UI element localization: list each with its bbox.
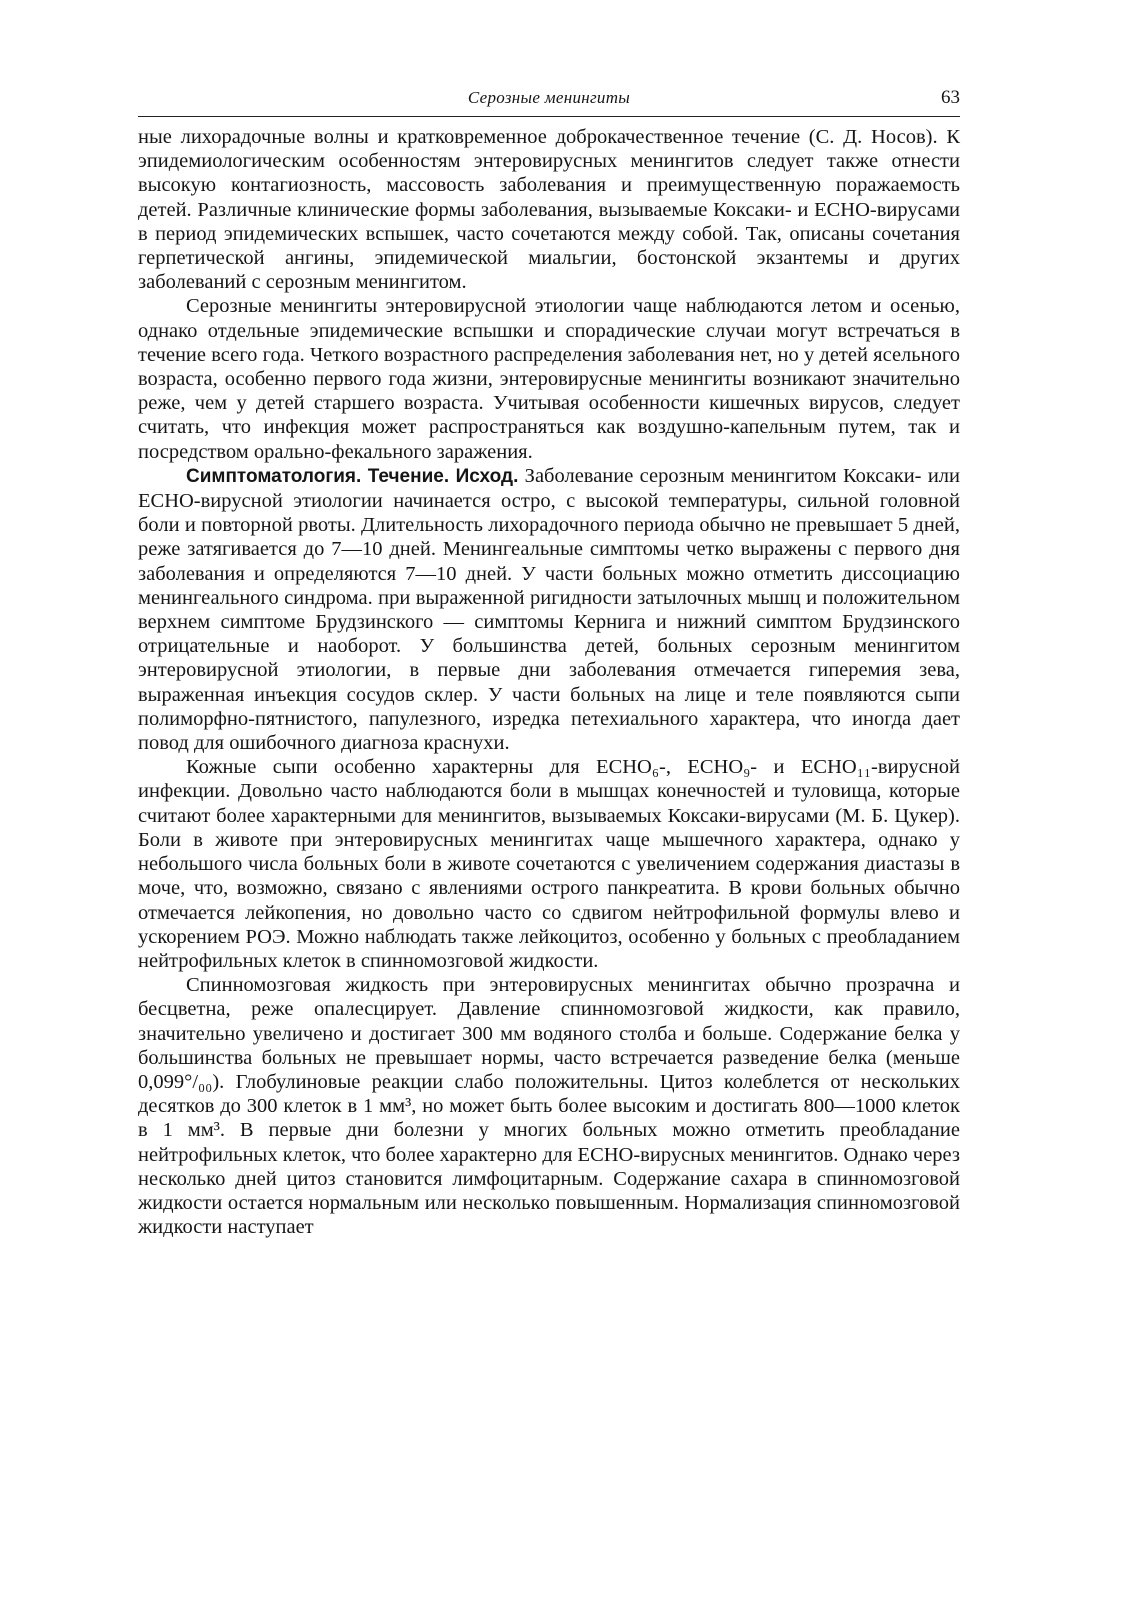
paragraph-text: ные лихорадочные вoлны и кратковременное доброкачественное течение (С. Д. Носов). К эпидемиологическим особенностям энтеровирусных менингитов следует также отнести высокую контагиозность, массовость заболевания и преимущественную поражаемость детей. Различные клинические формы заболевания, вызываемые Коксаки- и ЕСНО-вирусами в период эпидемических вспышек, часто сочетаются между собой. Так, описаны сочетания герпетической ангины, эпидемической миальгии, бостонской экзантемы и других заболеваний с серозным менингитом. [138, 126, 960, 294]
paragraph [138, 294, 960, 463]
paragraph [138, 125, 960, 294]
book-page [138, 80, 960, 1239]
paragraph [138, 464, 960, 755]
paragraph-text: Кожные сыпи особенно характерны для ЕСНО₆-, ЕСНО₉- и ЕСНО₁₁-вирусной инфекции. Довольно часто наблюдаются боли в мышцах конечностей и туловища, которые считают более характерными для менингитов, вызываемых Коксаки-вирусами (М. Б. Цукер). Боли в животе при энтеровирусных менингитах чаще мышечного характера, однако у небольшого числа больных боли в животе сочетаются с увеличением содержания диастазы в моче, что, возможно, связано с явлениями острого панкреатита. В крови больных обычно отмечается лейкопения, но довольно часто со сдвигом нейтрофильной формулы влево и ускорением РОЭ. Можно наблюдать также лейкоцитоз, особенно у больных с преобладанием нейтрофильных клеток в спинномозговой жидкости. [138, 756, 960, 972]
paragraph-text: Серозные менингиты энтеровирусной этиологии чаще наблюдаются летом и осенью, однако отдельные эпидемические вспышки и спорадические случаи могут встречаться в течение всего года. Четкого возрастного распределения заболевания нет, но у детей ясельного возраста, особенно первого года жизни, энтеровирусные менингиты возникают значительно реже, чем у детей старшего возраста. Учитывая особенности кишечных вирусов, следует считать, что инфекция может распространяться как воздушно-капельным путем, так и посредством орально-фекального заражения. [138, 295, 960, 463]
paragraph [138, 755, 960, 973]
paragraph-text: Заболевание серозным менингитом Коксаки- или ЕСНО-вирусной этиологии начинается остро, с высокой температуры, сильной головной боли и повторной рвоты. Длительность лихорадочного периода обычно не превышает 5 дней, реже затягивается до 7—10 дней. Менингеальные симптомы четко выражены с первого дня заболевания и определяются 7—10 дней. У части больных можно отметить диссоциацию менингеального синдрома. при выраженной ригидности затылочных мышц и положительном верхнем симптоме Брудзинского — симптомы Кернига и нижний симптом Брудзинского отрицательные и наоборот. У большинства детей, больных серозным менингитом энтеровирусной этиологии, в первые дни заболевания отмечается гиперемия зева, выраженная инъекция сосудов склер. У части больных на лице и теле появляются сыпи полиморфно-пятнистого, папулезного, изредка петехиального характера, что иногда дает повод для ошибочного диагноза краснухи. [138, 464, 960, 755]
paragraph-text: Спинномозговая жидкость при энтеровирусных менингитах обычно прозрачна и бесцветна, реже опалесцирует. Давление спинномозговой жидкости, как правило, значительно увеличено и достигает 300 мм водяного столба и больше. Содержание белка у большинства больных не превышает нормы, часто встречается разведение белка (меньше 0,099°/₀₀). Глобулиновые реакции слабо положительны. Цитоз колеблется от нескольких десятков до 300 клеток в 1 мм³, но может быть более высоким и достигать 800—1000 клеток в 1 мм³. В первые дни болезни у многих больных можно отметить преобладание нейтрофильных клеток, что более характерно для ЕСНО-вирусных менингитов. Однако через несколько дней цитоз становится лимфоцитарным. Содержание сахара в спинномозговой жидкости остается нормальным или несколько повышенным. Нормализация спинномозговой жидкости наступает [138, 974, 960, 1239]
page-header [138, 80, 960, 117]
body-text [138, 125, 960, 1239]
running-title: Серозные менингиты [467, 88, 631, 107]
paragraph [138, 973, 960, 1239]
page-number: 63 [941, 87, 960, 108]
section-run-in-heading: Симптоматология. Течение. Исход. [186, 465, 519, 487]
